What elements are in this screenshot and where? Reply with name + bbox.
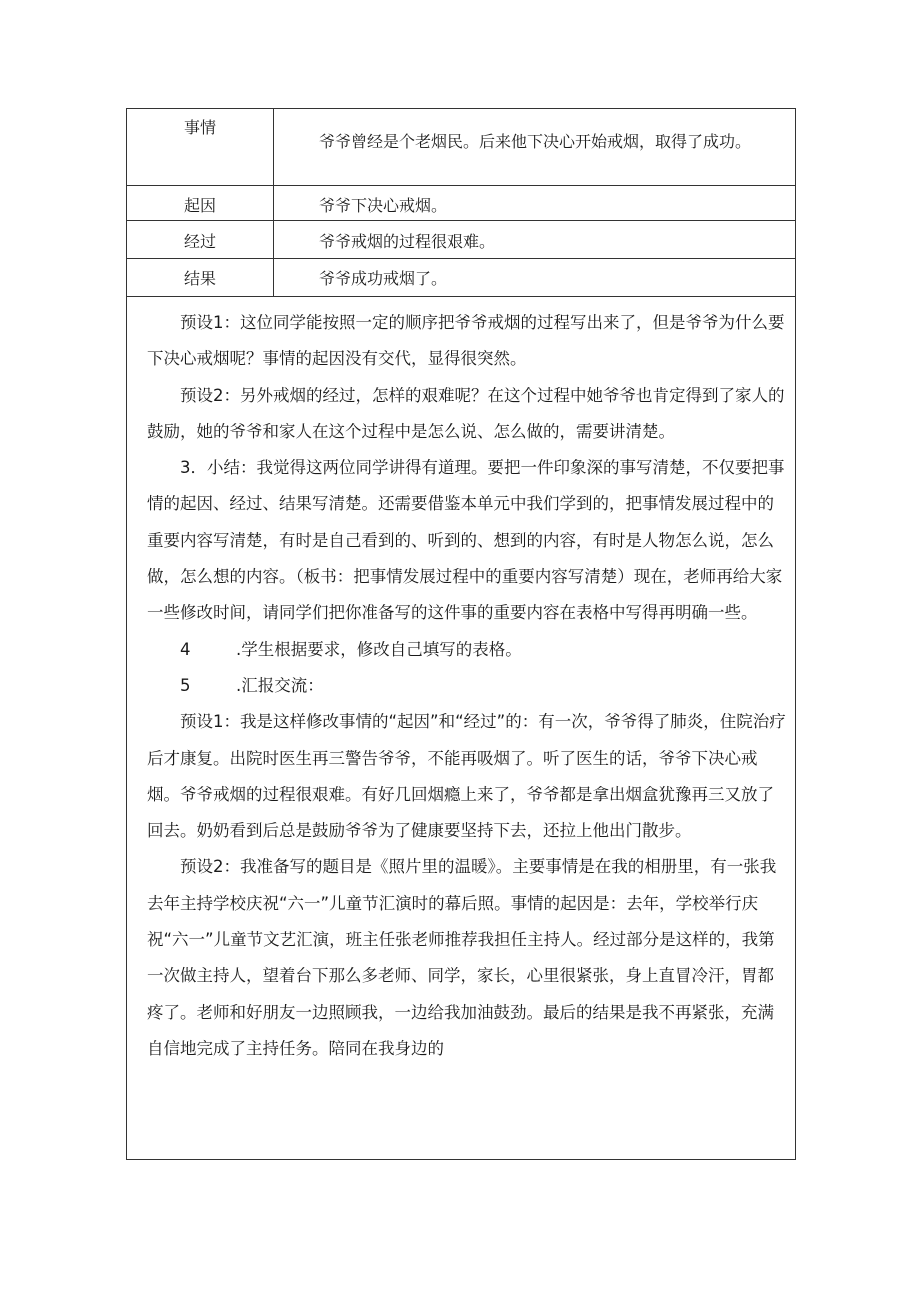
row-label-event: 事情	[183, 118, 216, 137]
row-value-cause: 爷爷下决心戒烟。	[319, 196, 448, 215]
row-value-event: 爷爷曾经是个老烟民。后来他下决心开始戒烟，取得了成功。	[319, 132, 752, 151]
row-value-process: 爷爷戒烟的过程很艰难。	[319, 232, 496, 251]
row-value-result: 爷爷成功戒烟了。	[319, 269, 448, 288]
row-divider	[127, 220, 795, 221]
column-divider	[273, 109, 274, 297]
row-label-result: 结果	[183, 269, 216, 288]
step-text: .学生根据要求，修改自己填写的表格。	[236, 639, 522, 659]
paragraph-preset-1: 预设1：这位同学能按照一定的顺序把爷爷戒烟的过程写出来了，但是爷爷为什么要下决心戒烟呢？事情的起因没有交代，显得很突然。	[147, 313, 785, 369]
step-number: 5	[180, 675, 191, 695]
row-label-process: 经过	[183, 232, 216, 251]
paragraph-preset-2: 预设2：另外戒烟的经过，怎样的艰难呢？在这个过程中她爷爷也肯定得到了家人的鼓励，她的爷爷和家人在这个过程中是怎么说、怎么做的，需要讲清楚。	[147, 385, 785, 441]
paragraph-report-1: 预设1：我是这样修改事情的“起因”和“经过”的：有一次，爷爷得了肺炎，住院治疗后才康复。出院时医生再三警告爷爷，不能再吸烟了。听了医生的话，爷爷下决心戒烟。爷爷戒烟的过程很艰难。有好几回烟瘾上来了，爷爷都是拿出烟盒犹豫再三又放了回去。奶奶看到后总是鼓励爷爷为了健康要坚持下去，还拉上他出门散步。	[147, 712, 786, 841]
row-divider	[127, 185, 795, 186]
paragraph-summary: 3．小结：我觉得这两位同学讲得有道理。要把一件印象深的事写清楚，不仅要把事情的起因、经过、结果写清楚。还需要借鉴本单元中我们学到的，把事情发展过程中的重要内容写清楚，有时是自己看到的、听到的、想到的内容，有时是人物怎么说，怎么做，怎么想的内容。（板书：把事情发展过程中的重要内容写清楚）现在，老师再给大家一些修改时间，请同学们把你准备写的这件事的重要内容在表格中写得再明确一些。	[147, 458, 785, 623]
lesson-table	[126, 108, 796, 1160]
row-divider	[127, 258, 795, 259]
row-divider	[127, 296, 795, 297]
paragraph-report-2: 预设2：我准备写的题目是《照片里的温暖》。主要事情是在我的相册里，有一张我去年主持学校庆祝“六一”儿童节汇演时的幕后照。事情的起因是：去年，学校举行庆祝“六一”儿童节文艺汇演，班主任张老师推荐我担任主持人。经过部分是这样的，我第一次做主持人，望着台下那么多老师、同学，家长，心里很紧张，身上直冒冷汗，胃都疼了。老师和好朋友一边照顾我，一边给我加油鼓劲。最后的结果是我不再紧张，充满自信地完成了主持任务。陪同在我身边的	[147, 857, 777, 1058]
paragraph-step-4	[147, 632, 787, 668]
step-number: 4	[180, 639, 191, 659]
paragraph-step-5	[147, 668, 787, 704]
lesson-notes	[147, 305, 787, 1067]
row-label-cause: 起因	[183, 196, 216, 215]
step-text: .汇报交流：	[236, 675, 324, 695]
